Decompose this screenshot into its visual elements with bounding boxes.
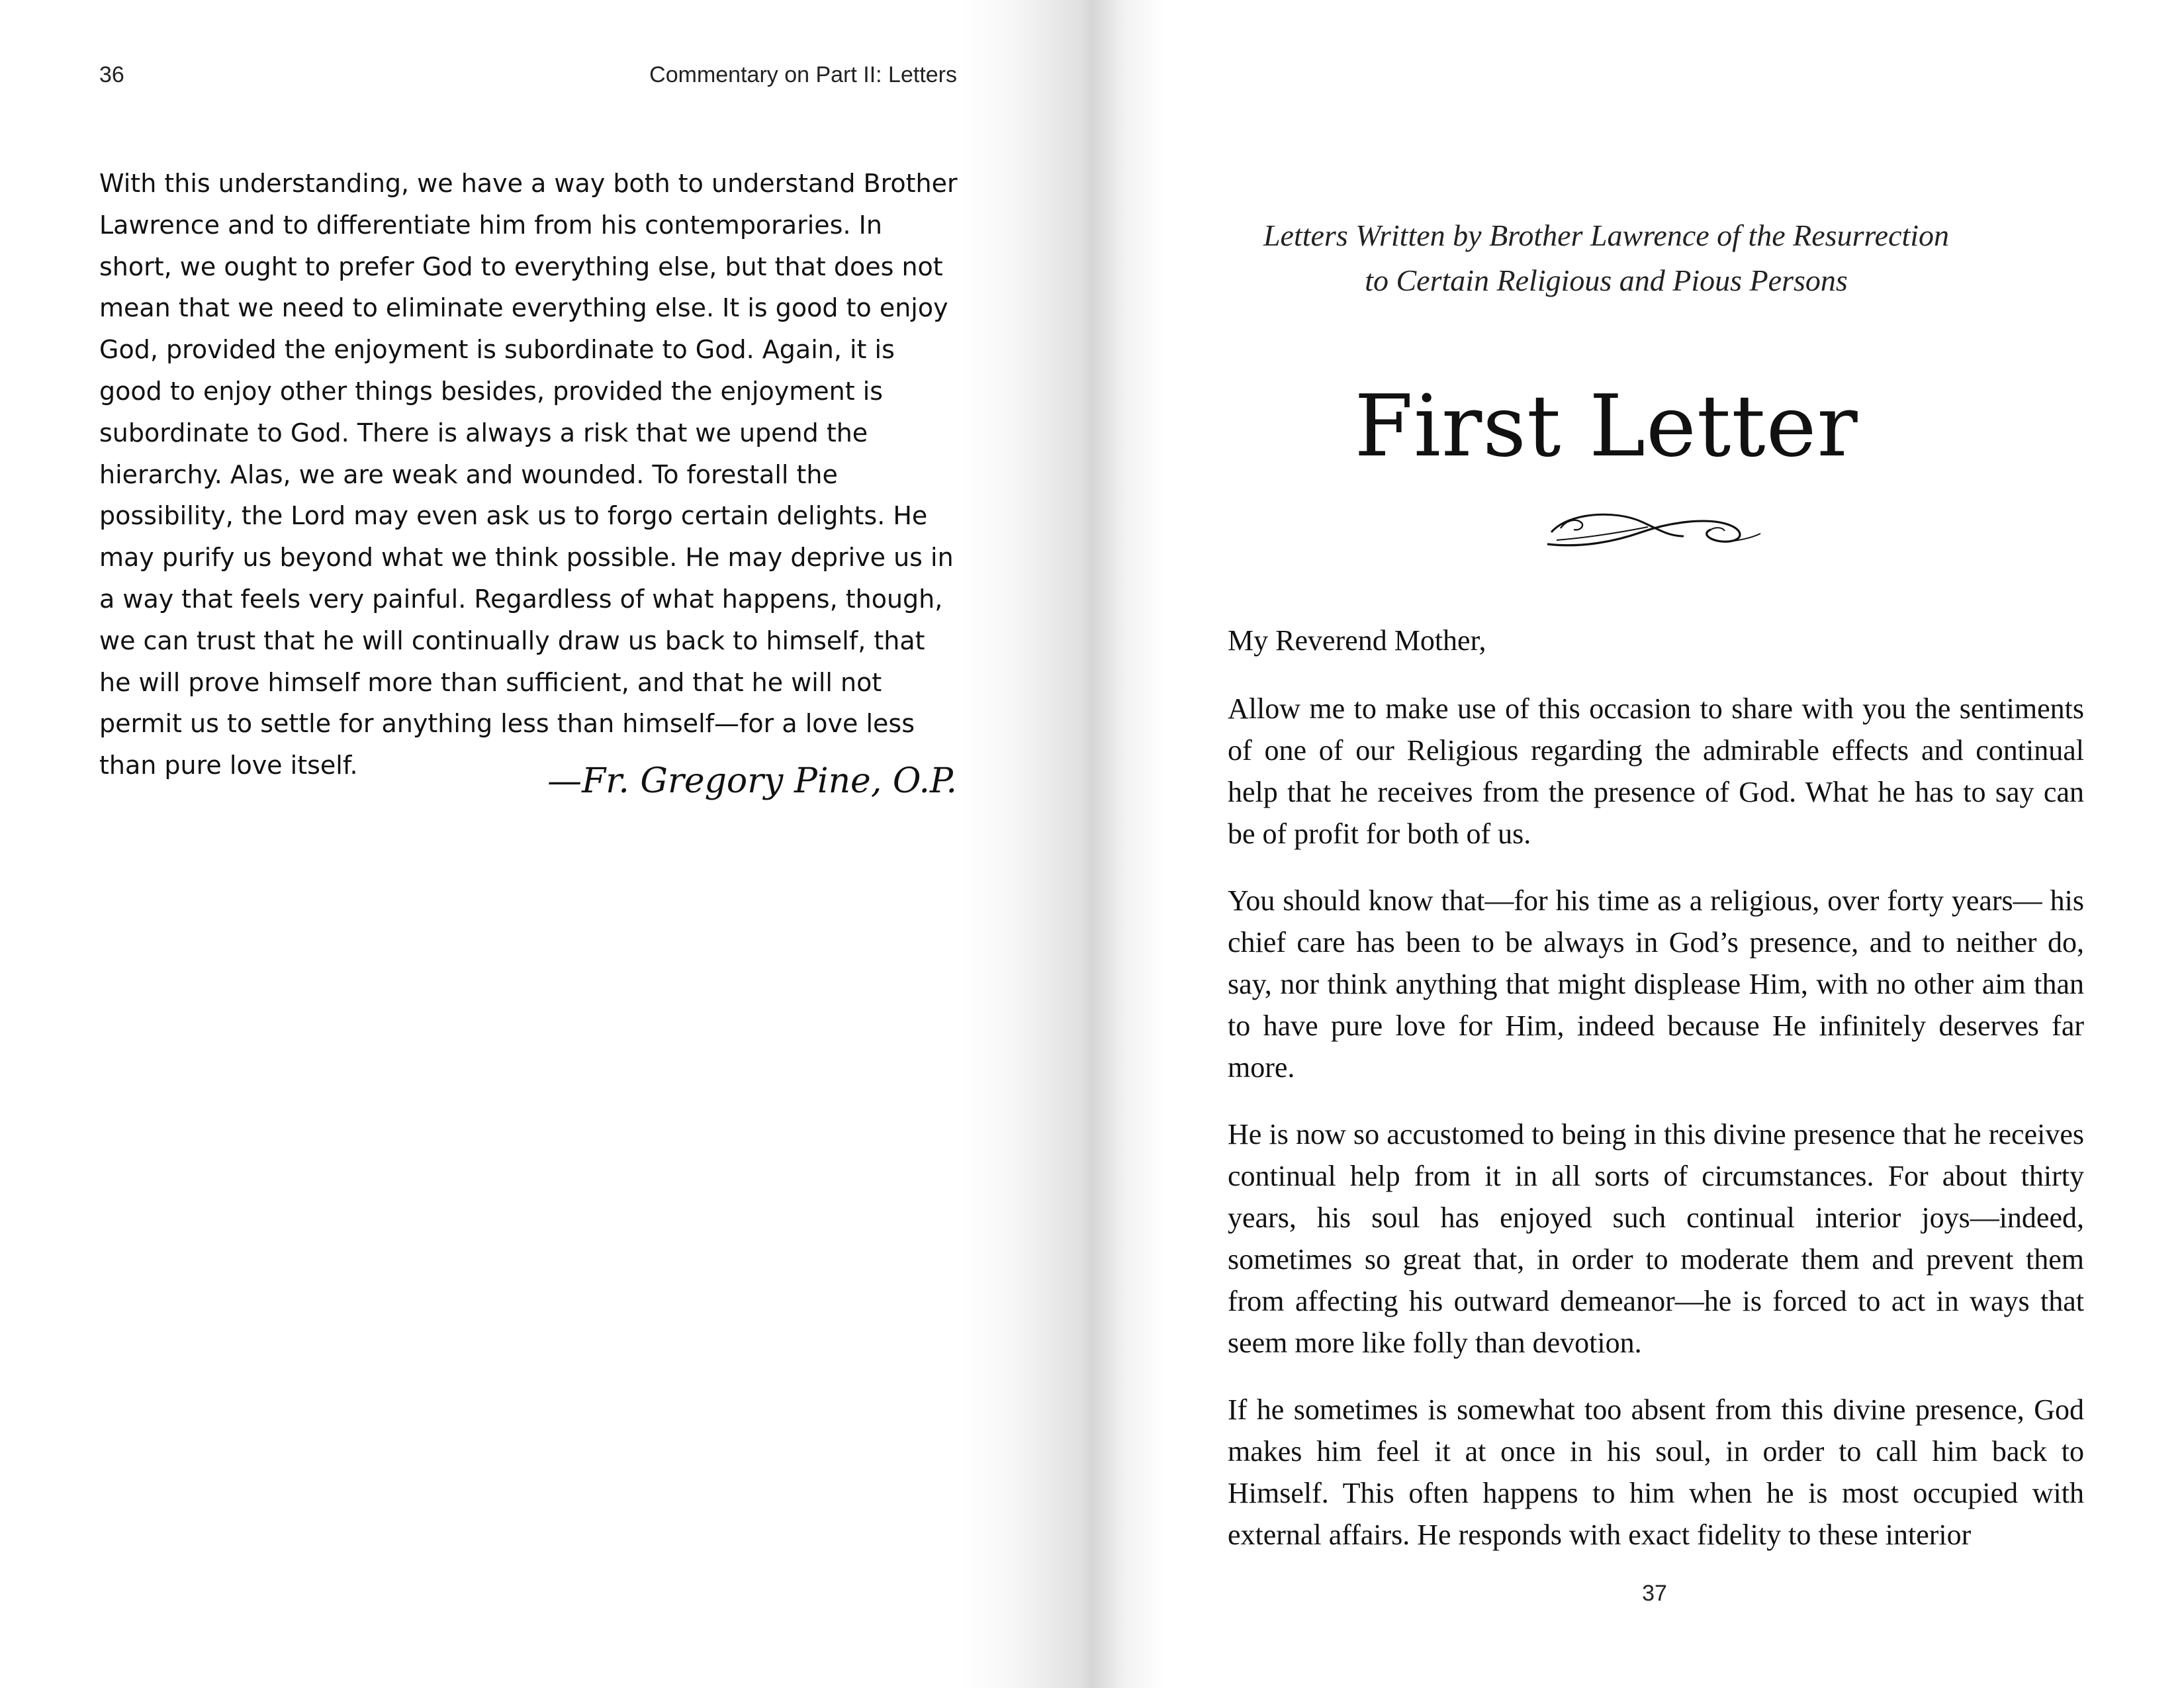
page-number-right: 37 [1642,1581,1667,1606]
letters-subtitle [1224,213,1988,303]
page-number-left: 36 [99,62,124,87]
flourish-ornament-icon [1542,498,1767,561]
letter-paragraph-3: He is now so accustomed to being in this divine presence that he receives continual help from it in all sorts of circumstances. For about thirty years, his soul has enjoyed such continual interior joys—indeed, sometimes so great that, in order to moderate them and prevent them from affecting his outward demeanor—he is forced to act in ways that seem more like folly than devotion. [1228,1118,2084,1359]
chapter-title: First Letter [1354,377,1858,476]
attribution: —Fr. Gregory Pine, O.P. [547,761,957,801]
salutation: My Reverend Mother, [1228,624,1486,657]
commentary-paragraph: With this understanding, we have a way both to understand Brother Lawrence and to differentiate him from his contemporaries. In short, we ought to prefer God to everything else, but that does not mean that we need to eliminate everything else. It is good to enjoy God, provided the enjoyment is subordinate to God. Again, it is good to enjoy other things besides, provided the enjoyment is subordinate to God. There is always a risk that we upend the hierarchy. Alas, we are weak and wounded. To forestall the possibility, the Lord may even ask us to forgo certain delights. He may purify us beyond what we think possible. He may deprive us in a way that feels very painful. Regardless of what happens, though, we can trust that he will continually draw us back to himself, that he will prove himself more than sufficient, and that he will not permit us to settle for anything less than himself—for a love less than pure love itself. [99,169,958,780]
running-title: Commentary on Part II: Letters [649,62,957,87]
gutter-shadow-left [960,0,1092,1688]
letter-paragraph-1: Allow me to make use of this occasion to share with you the sentiments of one of our Religious regarding the admirable effects and continual help that he receives from the presence of God. What he has to say can be of profit for both of us. [1228,692,2084,850]
gutter-shadow-right [1092,0,1165,1688]
letter-body [1228,620,2084,1581]
commentary-body [99,163,960,786]
subtitle-line-2: to Certain Religious and Pious Persons [1365,263,1848,297]
letter-paragraph-4: If he sometimes is somewhat too absent from this divine presence, God makes him feel it at once in his soul, in order to call him back to Himself. This often happens to him when he is most occupied with external affairs. He responds with exact fidelity to these interior [1228,1393,2084,1551]
letter-paragraph-2: You should know that—for his time as a religious, over forty years— his chief care has been to be always in God’s presence, and to neither do, say, nor think anything that might displease Him, with no other aim than to have pure love for Him, indeed because He infinitely deserves far more. [1228,884,2084,1084]
subtitle-line-1: Letters Written by Brother Lawrence of the Resurrection [1263,218,1950,252]
